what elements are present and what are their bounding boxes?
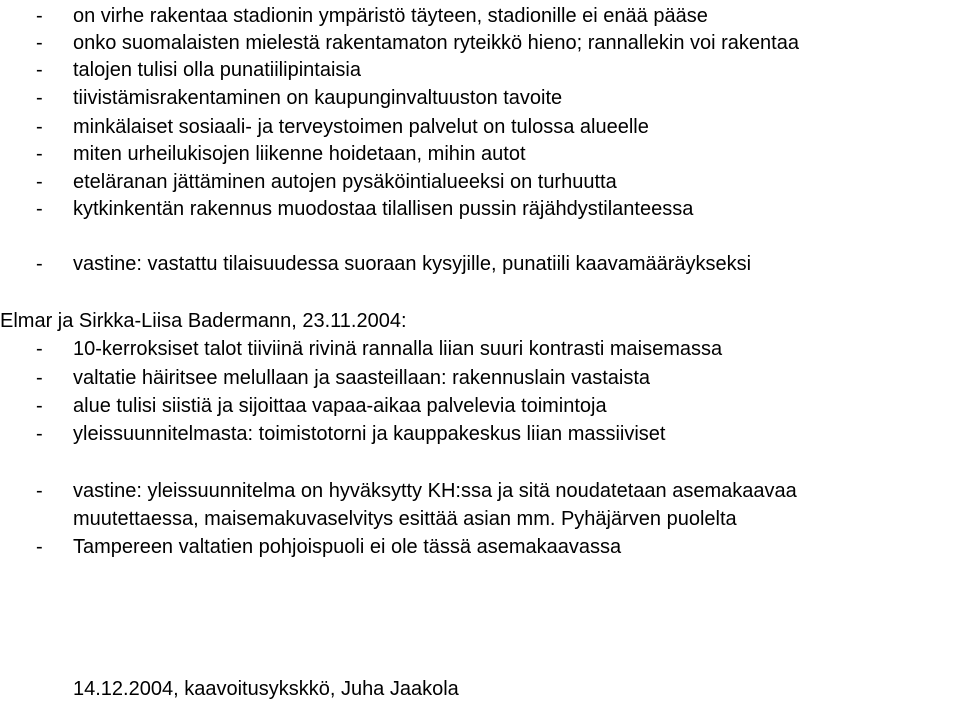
bullet-dash: -: [36, 395, 43, 417]
bullet-dash: -: [36, 5, 43, 27]
response-text: muutettaessa, maisemakuvaselvitys esittää asian mm. Pyhäjärven puolelta: [73, 508, 737, 530]
list-item-text: valtatie häiritsee melullaan ja saasteillaan: rakennuslain vastaista: [73, 367, 650, 389]
list-item-text: miten urheilukisojen liikenne hoidetaan, mihin autot: [73, 143, 526, 165]
bullet-dash: -: [36, 536, 43, 558]
list-item-text: onko suomalaisten mielestä rakentamaton ryteikkö hieno; rannallekin voi rakentaa: [73, 32, 799, 54]
bullet-dash: -: [36, 480, 43, 502]
bullet-dash: -: [36, 423, 43, 445]
list-item-text: yleissuunnitelmasta: toimistotorni ja kauppakeskus liian massiiviset: [73, 423, 666, 445]
bullet-dash: -: [36, 116, 43, 138]
list-item-text: on virhe rakentaa stadionin ympäristö täyteen, stadionille ei enää pääse: [73, 5, 708, 27]
list-item-text: eteläranan jättäminen autojen pysäköintialueeksi on turhuutta: [73, 171, 617, 193]
response-text: Tampereen valtatien pohjoispuoli ei ole tässä asemakaavassa: [73, 536, 622, 558]
list-item-text: 10-kerroksiset talot tiiviinä rivinä rannalla liian suuri kontrasti maisemassa: [73, 338, 723, 360]
bullet-dash: -: [36, 32, 43, 54]
bullet-dash: -: [36, 367, 43, 389]
response-text: vastine: yleissuunnitelma on hyväksytty KH:ssa ja sitä noudatetaan asemakaavaa: [73, 480, 797, 502]
list-item-text: talojen tulisi olla punatiilipintaisia: [73, 59, 361, 81]
bullet-dash: -: [36, 338, 43, 360]
list-item-text: minkälaiset sosiaali- ja terveystoimen palvelut on tulossa alueelle: [73, 116, 649, 138]
response-text: vastine: vastattu tilaisuudessa suoraan kysyjille, punatiili kaavamääräykseksi: [73, 253, 752, 275]
bullet-dash: -: [36, 87, 43, 109]
signature-text: 14.12.2004, kaavoitusykskkö, Juha Jaakola: [73, 678, 459, 700]
bullet-dash: -: [36, 143, 43, 165]
bullet-dash: -: [36, 253, 43, 275]
heading-text: Elmar ja Sirkka-Liisa Badermann, 23.11.2004:: [0, 310, 407, 332]
list-item-text: alue tulisi siistiä ja sijoittaa vapaa-aikaa palvelevia toimintoja: [73, 395, 607, 417]
list-item-text: kytkinkentän rakennus muodostaa tilallisen pussin räjähdystilanteessa: [73, 198, 694, 220]
bullet-dash: -: [36, 198, 43, 220]
bullet-dash: -: [36, 171, 43, 193]
bullet-dash: -: [36, 59, 43, 81]
list-item-text: tiivistämisrakentaminen on kaupunginvaltuuston tavoite: [73, 87, 563, 109]
